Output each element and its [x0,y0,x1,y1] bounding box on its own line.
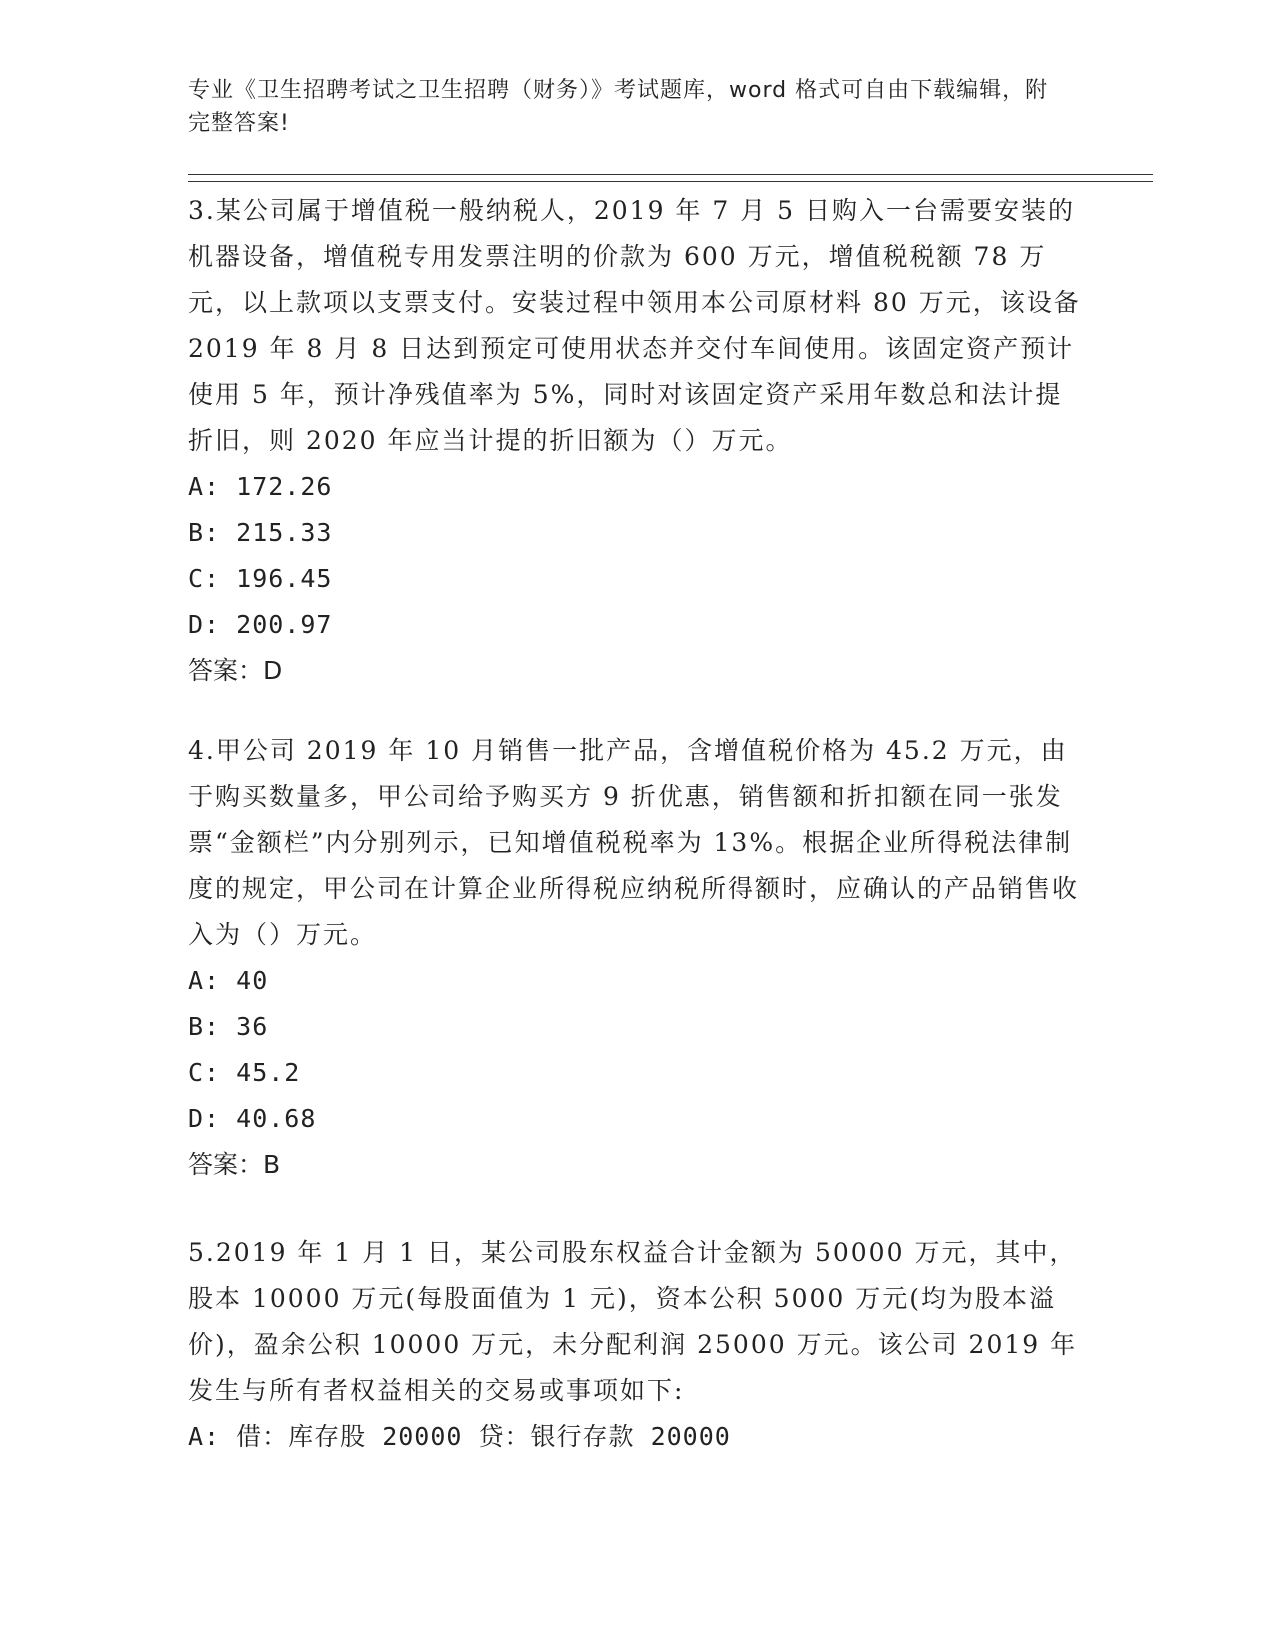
option-c: C: 196.45 [188,564,333,593]
question-4 [188,728,1083,1188]
option-c: C: 45.2 [188,1058,301,1087]
option-b: B: 215.33 [188,518,333,547]
question-stem: 4.甲公司 2019 年 10 月销售一批产品，含增值税价格为 45.2 万元，由于购买数量多，甲公司给予购买方 9 折优惠，销售额和折扣额在同一张发票“金额栏”内分别列示，已知增值税税率为 13%。根据企业所得税法律制度的规定，甲公司在计算企业所得税应纳税所得额时，应确认的产品销售收入为（）万元。 [188,736,1080,949]
option-d: D: 40.68 [188,1104,317,1133]
option-d: D: 200.97 [188,610,333,639]
question-stem: 5.2019 年 1 月 1 日，某公司股东权益合计金额为 50000 万元，其中，股本 10000 万元(每股面值为 1 元)，资本公积 5000 万元(均为股本溢价)，盈余公积 10000 万元，未分配利润 25000 万元。该公司 2019 年发生与所有者权益相关的交易或事项如下: [188,1238,1078,1405]
document-header: 专业《卫生招聘考试之卫生招聘（财务）》考试题库，word 格式可自由下载编辑，附完整答案! [188,78,1049,136]
header-divider-top [188,174,1153,175]
option-b: B: 36 [188,1012,269,1041]
question-5 [188,1230,1083,1460]
option-a: A: 40 [188,966,269,995]
option-a: A: 172.26 [188,472,333,501]
option-a: A: 借：库存股 20000 贷：银行存款 20000 [188,1422,731,1451]
answer-text: 答案：D [188,656,283,685]
question-stem: 3.某公司属于增值税一般纳税人，2019 年 7 月 5 日购入一台需要安装的机器设备，增值税专用发票注明的价款为 600 万元，增值税税额 78 万元，以上款项以支票支付。安装过程中领用本公司原材料 80 万元，该设备 2019 年 8 月 8 日达到预定可使用状态并交付车间使用。该固定资产预计使用 5 年，预计净残值率为 5%，同时对该固定资产采用年数总和法计提折旧，则 2020 年应当计提的折旧额为（）万元。 [188,196,1081,455]
answer-text: 答案：B [188,1150,281,1179]
question-3 [188,188,1083,694]
header-divider-bottom [188,181,1153,182]
